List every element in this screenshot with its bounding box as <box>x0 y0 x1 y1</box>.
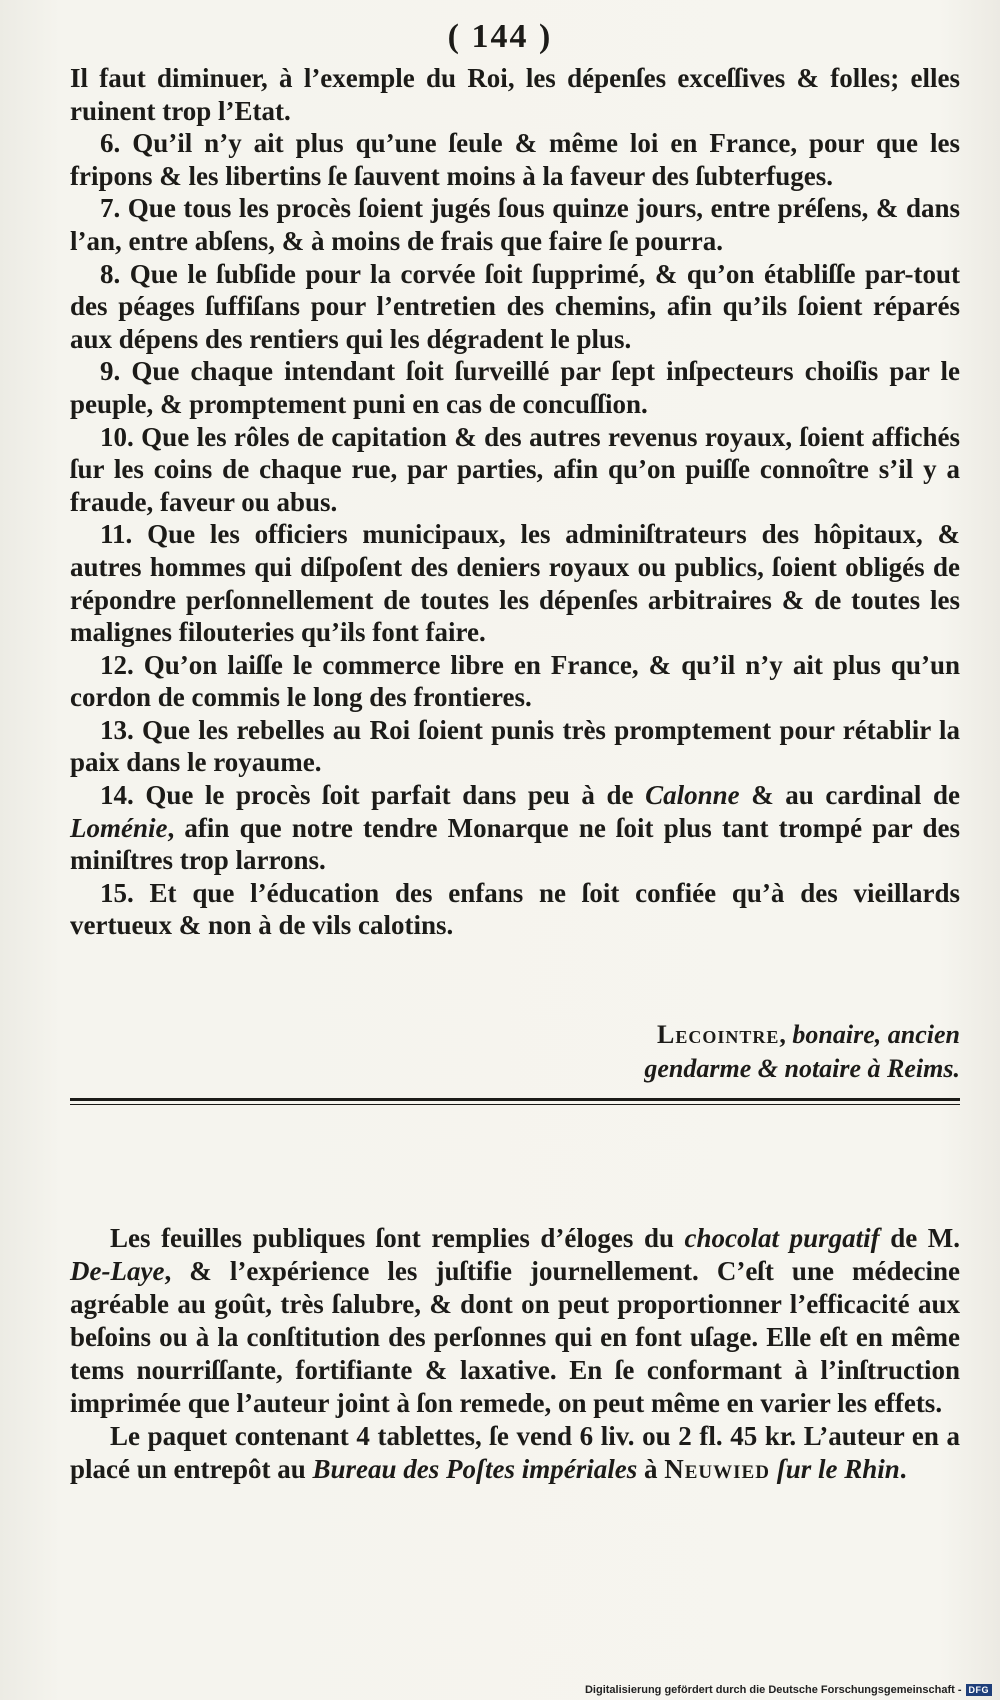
paragraph-8: 8. Que le ſubſide pour la corvée ſoit ſupprimé, & qu’on établiſſe par-tout des péages ſuffiſans pour l’entretien des chemins, afin qu’ils ſoient réparés aux dépens des rentiers qui les dégradent le plus. <box>70 258 960 354</box>
separator-rule-thick <box>70 1098 960 1101</box>
main-text <box>70 62 960 942</box>
bureau-name: Bureau des Poſtes impériales <box>312 1454 638 1484</box>
city-name: Neuwied <box>664 1454 770 1484</box>
name-lomenie: Loménie <box>70 812 168 843</box>
advertisement-notice <box>70 1222 960 1486</box>
digitization-footer <box>585 1684 992 1696</box>
notice-p1-b: de M. <box>879 1223 960 1253</box>
footer-text: Digitalisierung gefördert durch die Deutsche Forschungsgemeinschaft - <box>584 1684 962 1696</box>
notice-p2-c: . <box>899 1454 907 1484</box>
signature-name: Lecointre <box>657 1020 780 1049</box>
paragraph-7: 7. Que tous les procès ſoient jugés ſous quinze jours, entre préſens, & dans l’an, entre abſens, & à moins de frais que faire ſe pourra. <box>70 193 960 256</box>
name-calonne: Calonne <box>645 780 740 811</box>
paragraph-13: 13. Que les rebelles au Roi ſoient punis très promptement pour rétablir la paix dans le royaume. <box>70 714 960 778</box>
paragraph-14-part-b: & au cardinal de <box>739 780 960 811</box>
separator-rule-thin <box>70 1104 960 1105</box>
notice-p2-a: Le paquet contenant 4 tablettes, ſe vend 6 liv. ou 2 fl. 45 kr. L’auteur en a placé un entrepôt au <box>70 1421 960 1484</box>
paragraph-14-part-c: , afin que notre tendre Monarque ne ſoit plus tant trompé par des miniſtres trop larrons. <box>70 812 960 876</box>
paragraph-intro: Il faut diminuer, à l’exemple du Roi, les dépenſes exceſſives & folles; elles ruinent trop l’Etat. <box>70 63 960 126</box>
notice-paragraph-1 <box>70 1222 960 1420</box>
page-number: ( 144 ) <box>447 18 553 55</box>
paragraph-11: 11. Que les officiers municipaux, les adminiſtrateurs des hôpitaux, & autres hommes qui diſpoſent des deniers royaux ou publics, ſoient obligés de répondre perſonnellement de toutes les dépenſes arbitraires & de toutes les malignes filouteries qu’ils font faire. <box>70 519 960 648</box>
paragraph-9: 9. Que chaque intendant ſoit ſurveillé par ſept inſpecteurs choiſis par le peuple, & promptement puni en cas de concuſſion. <box>70 356 960 419</box>
dfg-logo: DFG <box>966 1684 993 1696</box>
product-name: chocolat purgatif <box>684 1223 880 1253</box>
paragraph-12: 12. Qu’on laiſſe le commerce libre en France, & qu’il n’y ait plus qu’un cordon de commis le long des frontieres. <box>70 649 960 713</box>
notice-p2-b: à <box>637 1454 665 1484</box>
notice-p1-a: Les feuilles publiques ſont remplies d’éloges du <box>110 1223 685 1253</box>
river-name: ſur le Rhin <box>776 1454 900 1484</box>
paragraph-10: 10. Que les rôles de capitation & des autres revenus royaux, ſoient affichés ſur les coins de chaque rue, par parties, afin qu’on puiſſe connoître s’il y a fraude, faveur ou abus. <box>70 421 960 517</box>
signature-line-2: gendarme & notaire à Reims. <box>644 1054 960 1083</box>
author-name: De-Laye <box>70 1256 165 1286</box>
signature <box>70 1018 960 1086</box>
paragraph-15: 15. Et que l’éducation des enfans ne ſoit confiée qu’à des vieillards vertueux & non à de vils calotins. <box>70 877 960 941</box>
notice-p1-c: , & l’expérience les juſtifie journellement. C’eſt une médecine agréable au goût, très ſalubre, & dont on peut proportionner l’efficacité aux beſoins ou à la conſtitution des perſonnes qui en font uſage. Elle eſt en même tems nourriſſante, fortifiante & laxative. En ſe conformant à l’inſtruction imprimée que l’auteur joint à ſon remede, on peut même en varier les effets. <box>70 1256 960 1418</box>
paragraph-6: 6. Qu’il n’y ait plus qu’une ſeule & même loi en France, pour que les fripons & les libertins ſe ſauvent moins à la faveur des ſubterfuges. <box>70 128 960 191</box>
paragraph-14-part-a: 14. Que le procès ſoit parfait dans peu à de <box>100 780 646 811</box>
signature-line-1: Lecointre, bonaire, ancien <box>657 1020 960 1049</box>
signature-title: bonaire, ancien <box>792 1020 960 1049</box>
notice-paragraph-2 <box>70 1420 960 1486</box>
paragraph-14 <box>70 779 960 877</box>
